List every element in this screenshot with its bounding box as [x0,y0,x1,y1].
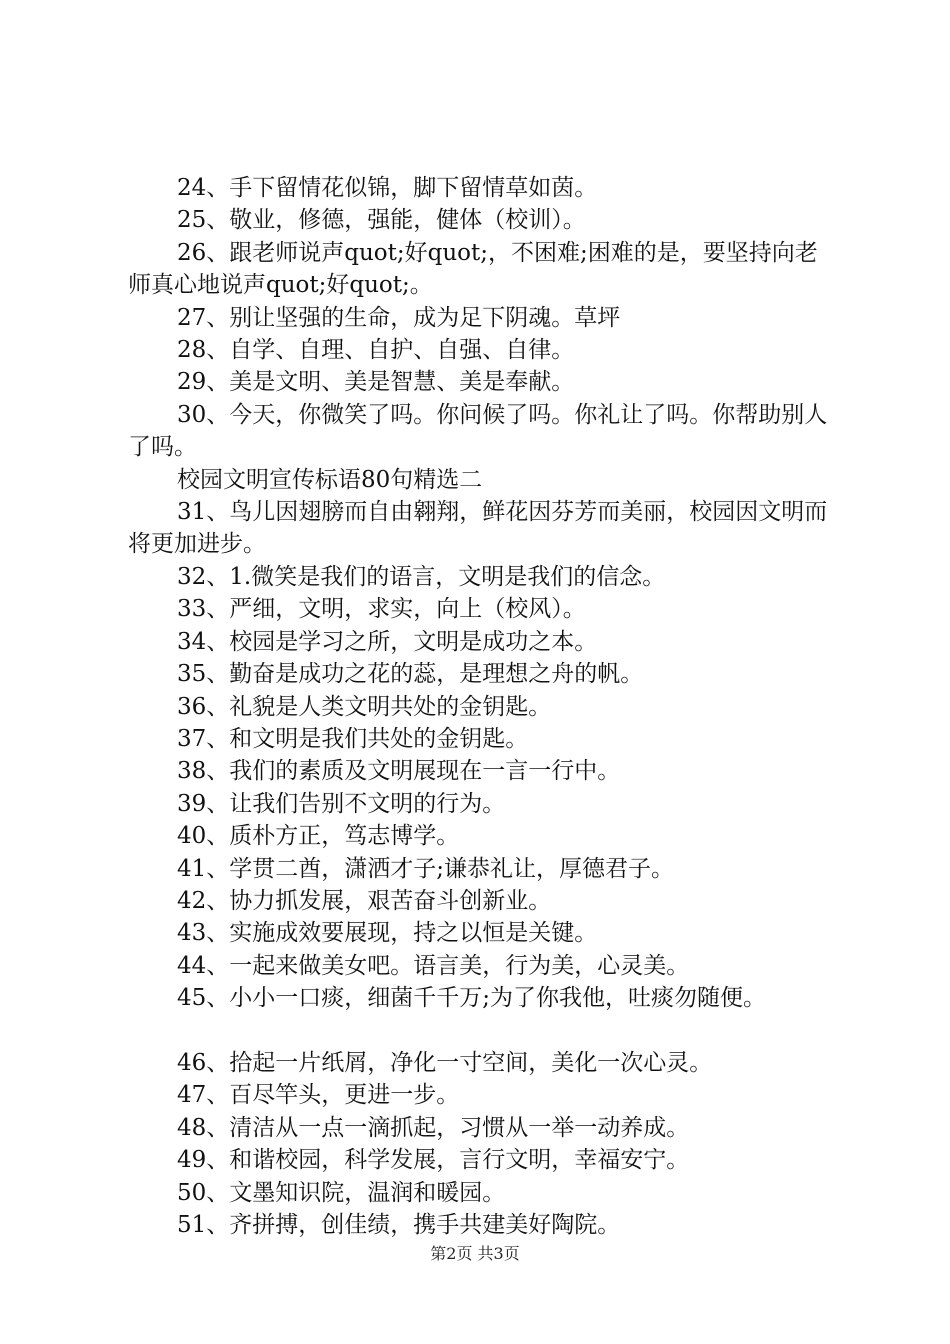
slogan-line: 43、实施成效要展现，持之以恒是关键。 [177,920,598,947]
slogan-line: 28、自学、自理、自护、自强、自律。 [177,337,575,364]
slogan-line: 45、小小一口痰，细菌千千万;为了你我他，吐痰勿随便。 [177,985,767,1012]
slogan-line: 24、手下留情花似锦，脚下留情草如茵。 [177,175,598,201]
slogan-line: 29、美是文明、美是智慧、美是奉献。 [177,369,575,396]
slogan-line: 30、今天，你微笑了吗。你问候了吗。你礼让了吗。你帮助别人了吗。 [128,401,828,461]
slogan-line: 40、质朴方正，笃志博学。 [177,823,460,850]
slogan-line: 47、百尽竿头，更进一步。 [177,1082,460,1109]
slogan-line: 33、严细，文明，求实，向上（校风）。 [177,596,586,623]
document-body [128,172,836,1241]
slogan-line: 50、文墨知识院，温润和暖园。 [177,1179,506,1206]
slogan-line: 51、齐拼搏，创佳绩，携手共建美好陶院。 [177,1211,621,1238]
slogan-line: 46、拾起一片纸屑，净化一寸空间，美化一次心灵。 [177,1049,713,1076]
slogan-line: 25、敬业，修德，强能，健体（校训）。 [177,207,586,234]
slogan-line: 44、一起来做美女吧。语言美，行为美，心灵美。 [177,952,690,979]
slogan-line: 32、1.微笑是我们的语言，文明是我们的信念。 [177,563,666,590]
slogan-line: 26、跟老师说声quot;好quot;，不困难;困难的是，要坚持向老师真心地说声quot;好quot;。 [128,239,818,299]
slogan-line: 49、和谐校园，科学发展，言行文明，幸福安宁。 [177,1147,690,1174]
slogan-line: 38、我们的素质及文明展现在一言一行中。 [177,758,621,785]
page-footer: 第2页 共3页 [430,1244,520,1263]
blank-line [128,1015,836,1047]
slogan-line: 31、鸟儿因翅膀而自由翱翔，鲜花因芬芳而美丽，校园因文明而将更加进步。 [128,499,828,558]
slogan-line: 42、协力抓发展，艰苦奋斗创新业。 [177,887,552,914]
slogan-line: 34、校园是学习之所，文明是成功之本。 [177,628,598,655]
slogan-line: 36、礼貌是人类文明共处的金钥匙。 [177,693,552,720]
section-heading: 校园文明宣传标语80句精选二 [177,466,483,493]
slogan-line: 48、清洁从一点一滴抓起，习惯从一举一动养成。 [177,1114,690,1141]
slogan-line: 37、和文明是我们共处的金钥匙。 [177,725,529,752]
slogan-line: 39、让我们告别不文明的行为。 [177,790,506,817]
slogan-line: 41、学贯二酋，潇洒才子;谦恭礼让，厚德君子。 [177,855,675,882]
slogan-line: 27、别让坚强的生命，成为足下阴魂。草坪 [177,304,621,331]
slogan-line: 35、勤奋是成功之花的蕊，是理想之舟的帆。 [177,661,644,688]
